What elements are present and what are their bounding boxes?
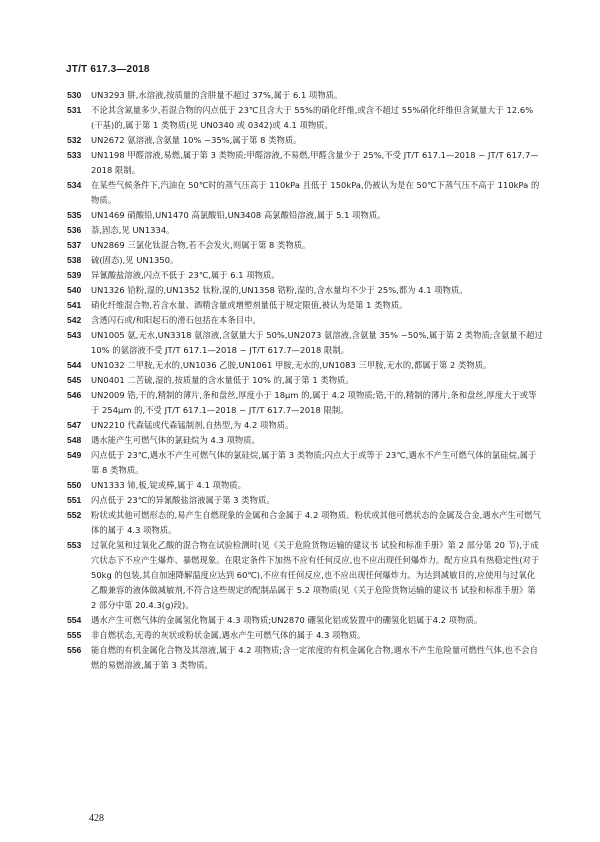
provision-number: 552 bbox=[67, 510, 82, 520]
provision-text: 在某些气候条件下,汽油在 50℃时的蒸气压高于 110kPa 且低于 150kPa,仍被认为是在 50℃下蒸气压不高于 110kPa 的物质。 bbox=[91, 180, 540, 205]
provision-text: 异氰酸盐溶液,闪点不低于 23℃,属于 6.1 项物质。 bbox=[91, 270, 280, 280]
provision-number: 553 bbox=[67, 540, 82, 550]
provision-entry bbox=[67, 268, 543, 283]
provision-entry bbox=[67, 148, 543, 178]
provision-text: 硝化纤维混合物,若含水量、酒精含量或增塑剂量低于规定限值,被认为是第 1 类物质。 bbox=[91, 300, 408, 310]
provision-number: 535 bbox=[67, 210, 82, 220]
provision-entry bbox=[67, 448, 543, 478]
provision-text: UN2672 氨溶液,含氨量 10% ~35%,属于第 8 类物质。 bbox=[91, 135, 302, 145]
provision-number: 551 bbox=[67, 495, 82, 505]
provision-number: 544 bbox=[67, 360, 82, 370]
provision-text: UN2869 三氯化钛混合物,若不会发火,则属于第 8 类物质。 bbox=[91, 240, 311, 250]
provision-number: 550 bbox=[67, 480, 82, 490]
provision-number: 536 bbox=[67, 225, 82, 235]
provision-entry bbox=[67, 418, 543, 433]
provision-entry bbox=[67, 643, 543, 673]
provision-entry bbox=[67, 238, 543, 253]
provision-text: 过氧化氢和过氧化乙酸的混合物在试验检测时(见《关于危险货物运输的建议书 试验和标准手册》第 2 部分第 20 节),于成穴状态下不应产生爆炸、暴燃现象。在限定条件下加热不应有任何反应,也不应出现任何爆炸力。配方应具有热稳定性(对于 50kg 的包装,其自加速降解温度应达到 60℃),不应有任何反应,也不应出现任何爆炸力。为达到减敏目的,应使用与过氧化乙酸兼容的液体做减敏剂,不符合这些规定的配制品属于 5.2 项物质(见《关于危险货物运输的建议书 试验和标准手册》第 2 部分中第 20.4.3(g)段)。 bbox=[91, 540, 540, 610]
page-number: 428 bbox=[89, 813, 104, 824]
provision-text: 遇水产生可燃气体的金属氢化物属于 4.3 项物质;UN2870 硼氢化铝或装置中的硼氢化铝属于4.2 项物质。 bbox=[91, 615, 483, 625]
provision-entry bbox=[67, 328, 543, 358]
provision-text: UN2210 代森锰或代森锰制剂,自热型,为 4.2 项物质。 bbox=[91, 420, 294, 430]
provision-entry bbox=[67, 478, 543, 493]
provision-entry bbox=[67, 178, 543, 208]
provision-entry bbox=[67, 103, 543, 133]
provision-number: 540 bbox=[67, 285, 82, 295]
provision-entry bbox=[67, 313, 543, 328]
provision-entry bbox=[67, 298, 543, 313]
provision-number: 554 bbox=[67, 615, 82, 625]
provision-text: 不论其含氮量多少,若混合物的闪点低于 23℃且含大于 55%的硝化纤维,或含不超过 55%硝化纤维但含氮量大于 12.6%(干基)的,属于第 1 类物质(见 UN0340 或 0342)或 4.1 项物质。 bbox=[91, 105, 534, 130]
provision-entry bbox=[67, 493, 543, 508]
provision-entry bbox=[67, 373, 543, 388]
provision-number: 541 bbox=[67, 300, 82, 310]
provision-text: 闪点低于 23℃,遇水不产生可燃气体的氯硅烷,属于第 3 类物质;闪点大于或等于 23℃,遇水不产生可燃气体的氯硅烷,属于第 8 类物质。 bbox=[91, 450, 537, 475]
provision-number: 556 bbox=[67, 645, 82, 655]
provision-number: 534 bbox=[67, 180, 82, 190]
provision-entry bbox=[67, 358, 543, 373]
provision-entry bbox=[67, 223, 543, 238]
provision-text: 萘,固态,见 UN1334。 bbox=[91, 225, 175, 235]
provision-text: UN1032 二甲胺,无水的,UN1036 乙胺,UN1061 甲胺,无水的,UN1083 三甲胺,无水的,都属于第 2 类物质。 bbox=[91, 360, 492, 370]
provision-entry bbox=[67, 613, 543, 628]
provision-number: 538 bbox=[67, 255, 82, 265]
provision-number: 549 bbox=[67, 450, 82, 460]
provision-text: 非自燃状态,无毒的灰状或粉状金属,遇水产生可燃气体的属于 4.3 项物质。 bbox=[91, 630, 366, 640]
provision-number: 533 bbox=[67, 150, 82, 160]
provision-text: 闪点低于 23℃的异氰酸盐溶液属于第 3 类物质。 bbox=[91, 495, 275, 505]
provision-text: 含透闪石或/和阳起石的滑石包括在本条目中。 bbox=[91, 315, 261, 325]
provision-text: 粉状或其他可燃形态的,易产生自燃现象的金属和合金属于 4.2 项物质。粉状或其他可燃状态的金属及合金,遇水产生可燃气体的属于 4.3 项物质。 bbox=[91, 510, 541, 535]
provision-text: UN1005 氨,无水,UN3318 氨溶液,含氨量大于 50%,UN2073 氨溶液,含氨量 35% ~50%,属于第 2 类物质;含氨量不超过 10% 的氨溶液不受 JT/T 617.1—2018 ~ JT/T 617.7—2018 限制。 bbox=[91, 330, 543, 355]
provision-text: UN2009 锆,干的,精制的薄片,条和盘丝,厚度小于 18μm 的,属于 4.2 项物质;锆,干的,精制的薄片,条和盘丝,厚度大于或等于 254μm 的,不受 JT/T 617.1—2018 ~ JT/T 617.7—2018 限制。 bbox=[91, 390, 537, 415]
provision-number: 546 bbox=[67, 390, 82, 400]
provision-entry bbox=[67, 508, 543, 538]
provision-number: 537 bbox=[67, 240, 82, 250]
provision-entry bbox=[67, 133, 543, 148]
provision-entry bbox=[67, 388, 543, 418]
provision-entry bbox=[67, 208, 543, 223]
standard-code-header: JT/T 617.3—2018 bbox=[66, 64, 150, 75]
provision-text: 遇水能产生可燃气体的氯硅烷为 4.3 项物质。 bbox=[91, 435, 260, 445]
provision-text: UN1333 铈,板,锭或棒,属于 4.1 项物质。 bbox=[91, 480, 246, 490]
provision-entry bbox=[67, 88, 543, 103]
provision-text: UN1469 硝酸铅,UN1470 高氯酸铅,UN3408 高氯酸铅溶液,属于 5.1 项物质。 bbox=[91, 210, 386, 220]
provision-text: 能自燃的有机金属化合物及其溶液,属于 4.2 项物质;含一定浓度的有机金属化合物,遇水不产生危险量可燃性气体,也不会自燃的易燃溶液,属于第 3 类物质。 bbox=[91, 645, 538, 670]
provision-number: 555 bbox=[67, 630, 82, 640]
provision-number: 531 bbox=[67, 105, 82, 115]
provision-text: UN0401 二苦硫,湿的,按质量的含水量低于 10% 的,属于第 1 类物质。 bbox=[91, 375, 354, 385]
provision-number: 548 bbox=[67, 435, 82, 445]
provision-number: 545 bbox=[67, 375, 82, 385]
provision-number: 543 bbox=[67, 330, 82, 340]
provision-entry bbox=[67, 628, 543, 643]
provision-entry bbox=[67, 538, 543, 613]
provision-entry bbox=[67, 253, 543, 268]
provision-entry bbox=[67, 433, 543, 448]
provision-text: UN1326 铪粉,湿的,UN1352 钛粉,湿的,UN1358 锆粉,湿的,含水量均不少于 25%,都为 4.1 项物质。 bbox=[91, 285, 468, 295]
provision-number: 547 bbox=[67, 420, 82, 430]
provision-number: 530 bbox=[67, 90, 82, 100]
provision-text: UN1198 甲醛溶液,易燃,属于第 3 类物质;甲醛溶液,不易燃,甲醛含量少于 25%,不受 JT/T 617.1—2018 ~ JT/T 617.7—2018 限制。 bbox=[91, 150, 539, 175]
provision-number: 542 bbox=[67, 315, 82, 325]
provision-text: UN3293 肼,水溶液,按质量的含肼量不超过 37%,属于 6.1 项物质。 bbox=[91, 90, 343, 100]
provision-number: 532 bbox=[67, 135, 82, 145]
provision-number: 539 bbox=[67, 270, 82, 280]
provision-text: 硫(固态),见 UN1350。 bbox=[91, 255, 179, 265]
provision-entry bbox=[67, 283, 543, 298]
special-provisions-list bbox=[67, 88, 543, 673]
